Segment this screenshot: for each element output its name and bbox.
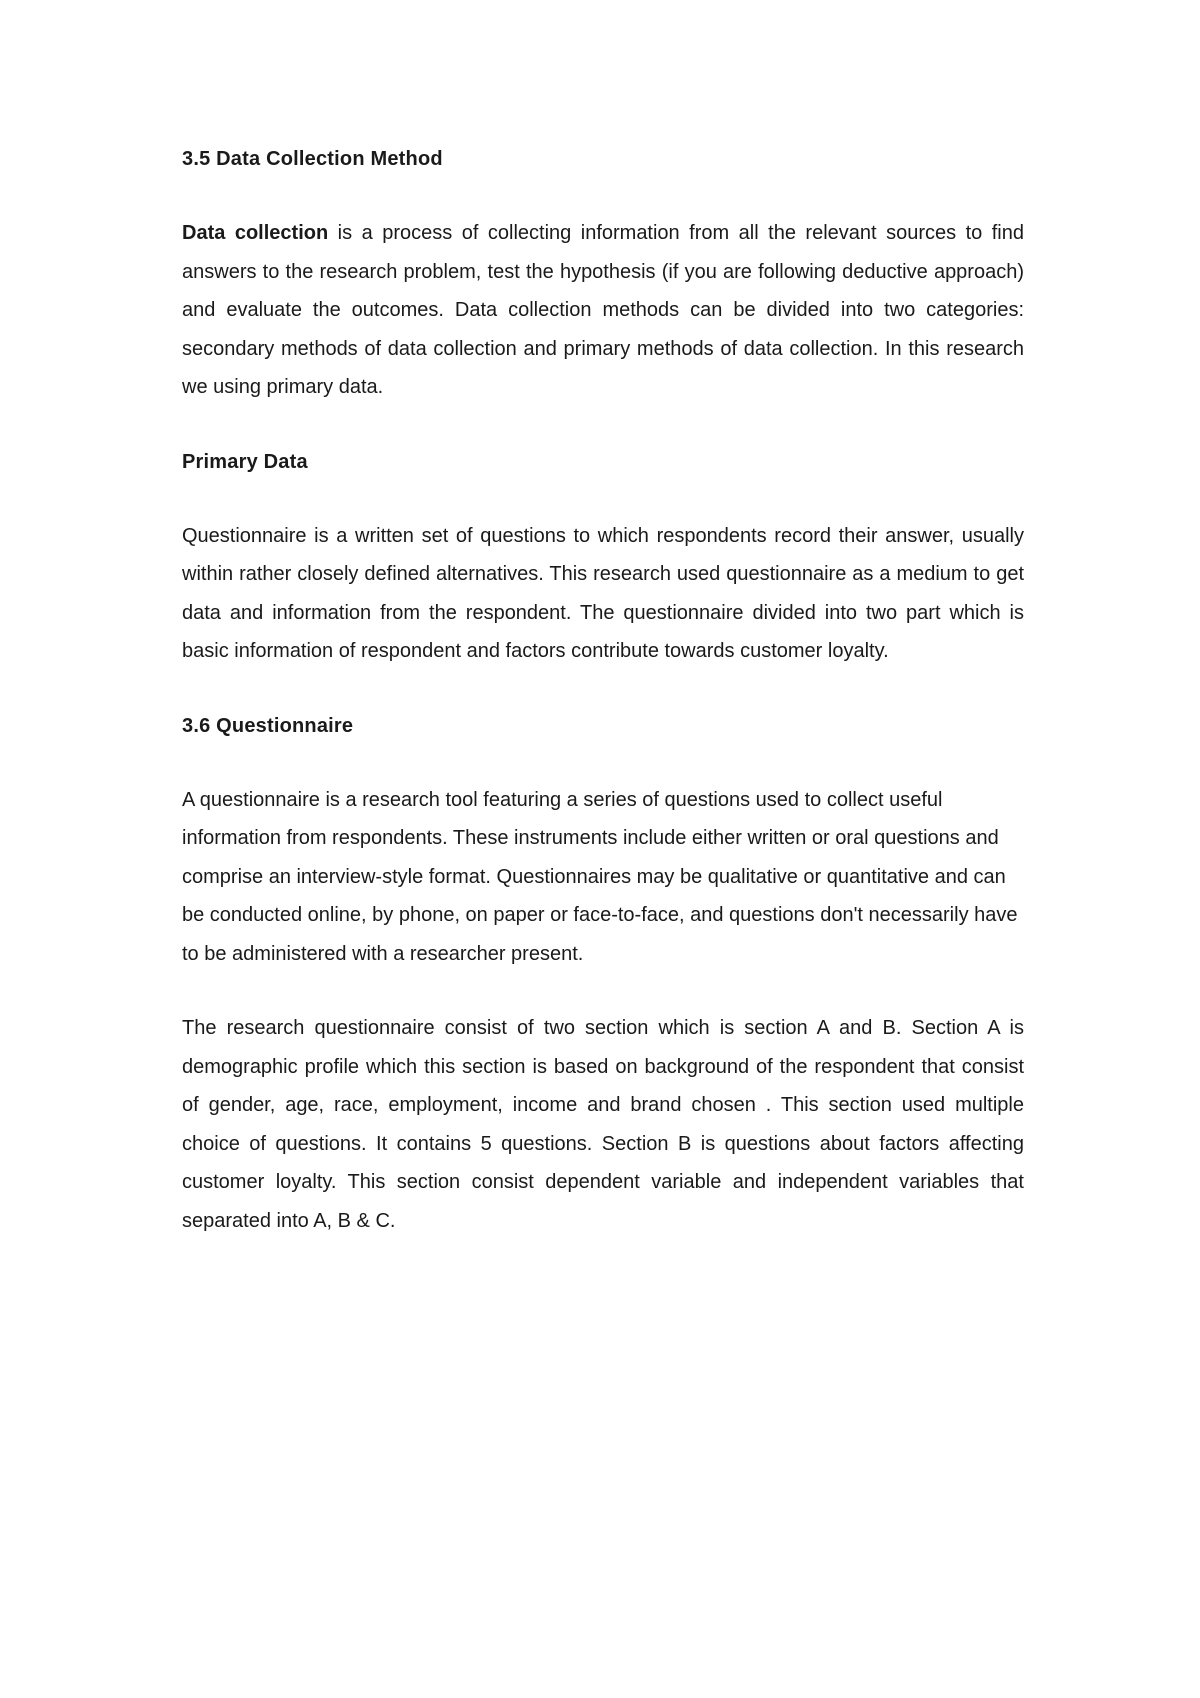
section-heading-primary-data: Primary Data <box>182 450 308 473</box>
data-collection-paragraph <box>182 214 1024 407</box>
questionnaire-paragraph-1: A questionnaire is a research tool featuring a series of questions used to collect useful information from respondents. These instruments include either written or oral questions and comprise an interview-style format. Questionnaires may be qualitative or quantitative and can be conducted online, by phone, on paper or face-to-face, and questions don't necessarily have to be administered with a researcher present. <box>182 788 1018 965</box>
data-collection-text: is a process of collecting information from all the relevant sources to find answers to the research problem, test the hypothesis (if you are following deductive approach) and evaluate the outcomes. Data collection methods can be divided into two categories: secondary methods of data collection and primary methods of data collection. In this research we using primary data. <box>182 222 1024 398</box>
primary-data-paragraph: Questionnaire is a written set of questions to which respondents record their answer, usually within rather closely defined alternatives. This research used questionnaire as a medium to get data and information from the respondent. The questionnaire divided into two part which is basic information of respondent and factors contribute towards customer loyalty. <box>182 524 1024 662</box>
section-heading-3-6: 3.6 Questionnaire <box>182 714 354 737</box>
data-collection-term: Data collection <box>182 222 329 244</box>
section-heading-3-5: 3.5 Data Collection Method <box>182 148 443 170</box>
page-content <box>182 140 1024 1276</box>
questionnaire-paragraph-2: The research questionnaire consist of two section which is section A and B. Section A is demographic profile which this section is based on background of the respondent that consist of gender, age, race, employment, income and brand chosen . This section used multiple choice of questions. It contains 5 questions. Section B is questions about factors affecting customer loyalty. This section consist dependent variable and independent variables that separated into A, B & C. <box>182 1017 1024 1232</box>
